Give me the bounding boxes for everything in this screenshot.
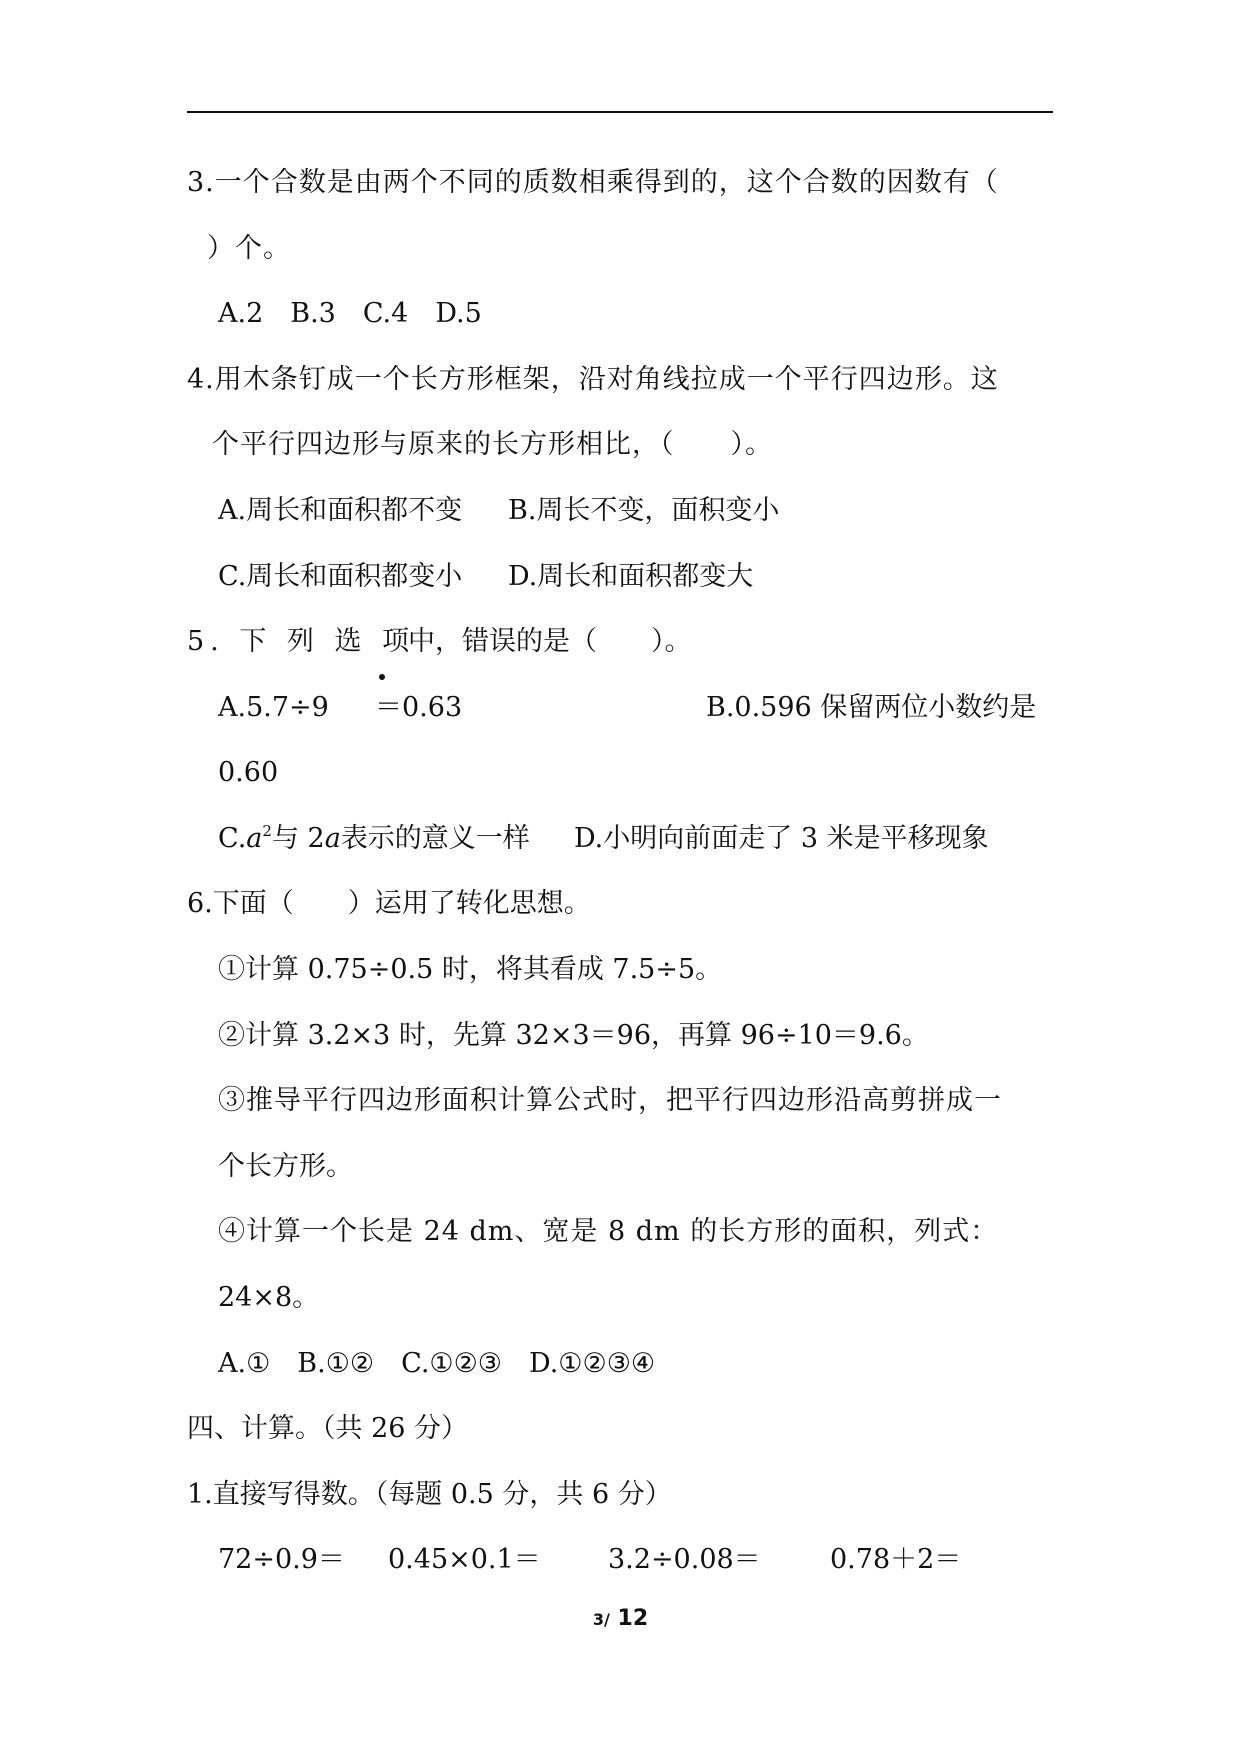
q4-option-b: B.周长不变，面积变小 xyxy=(508,495,780,526)
q5-option-c-mid: 与 2 xyxy=(271,823,325,854)
q4-option-d: D.周长和面积都变大 xyxy=(508,561,754,592)
calc-1: 72÷0.9＝ xyxy=(218,1544,345,1575)
section4-sub1: 1.直接写得数。（每题 0.5 分，共 6 分） xyxy=(187,1479,672,1510)
q5-option-c xyxy=(218,822,530,856)
q5-option-d: D.小明向前面走了 3 米是平移现象 xyxy=(574,823,989,854)
q6-item1: ①计算 0.75÷0.5 时，将其看成 7.5÷5。 xyxy=(218,954,723,985)
q4-line1: 4.用木条钉成一个长方形框架，沿对角线拉成一个平行四边形。这 xyxy=(187,364,999,395)
calc-2: 0.45×0.1＝ xyxy=(388,1544,541,1575)
q6-item2: ②计算 3.2×3 时，先算 32×3＝96，再算 96÷10＝9.6。 xyxy=(218,1020,929,1051)
q4-option-c: C.周长和面积都变小 xyxy=(218,561,463,592)
q6-item3-line1: ③推导平行四边形面积计算公式时，把平行四边形沿高剪拼成一 xyxy=(218,1085,1002,1116)
q5-option-c-post: 表示的意义一样 xyxy=(340,823,530,854)
q3-line1: 3.一个合数是由两个不同的质数相乘得到的，这个合数的因数有（ xyxy=(187,167,999,198)
header-rule xyxy=(187,111,1053,113)
q5-lead: 5. 下 列 选 项 xyxy=(187,626,416,657)
q6-item4-line1: ④计算一个长是 24 dm、宽是 8 dm 的长方形的面积，列式： xyxy=(218,1216,999,1247)
var-a-2: a xyxy=(324,823,341,854)
q6-stem: 6.下面（ ）运用了转化思想。 xyxy=(187,888,591,919)
q4-line2: 个平行四边形与原来的长方形相比，（ ）。 xyxy=(212,429,773,460)
q4-option-a: A.周长和面积都不变 xyxy=(218,495,463,526)
q6-options: A.① B.①② C.①②③ D.①②③④ xyxy=(218,1348,656,1379)
calc-3: 3.2÷0.08＝ xyxy=(608,1544,761,1575)
calc-4: 0.78＋2＝ xyxy=(830,1544,962,1575)
q5-rest: 中，错误的是（ ）。 xyxy=(408,626,692,657)
q6-item3-line2: 个长方形。 xyxy=(218,1151,353,1182)
repeating-decimal-dot xyxy=(379,674,385,680)
var-a: a xyxy=(246,823,263,854)
q6-item4-line2: 24×8。 xyxy=(218,1282,320,1313)
q5-option-b-line1: B.0.596 保留两位小数约是 xyxy=(706,692,1037,723)
section4-title: 四、计算。（共 26 分） xyxy=(187,1413,469,1444)
q5-option-c-pre: C. xyxy=(218,823,247,854)
page-current: 3/ xyxy=(592,1610,610,1629)
superscript-2: 2 xyxy=(262,822,272,840)
q3-line2: ）个。 xyxy=(207,233,291,264)
q5-option-a-post: ＝0.63 xyxy=(375,692,463,723)
q3-options: A.2 B.3 C.4 D.5 xyxy=(218,298,482,329)
page-total: 12 xyxy=(617,1606,649,1631)
page-number xyxy=(0,1606,1241,1631)
q5-option-b-line2: 0.60 xyxy=(218,757,279,788)
q5-option-a-pre: A.5.7÷9 xyxy=(218,692,329,723)
